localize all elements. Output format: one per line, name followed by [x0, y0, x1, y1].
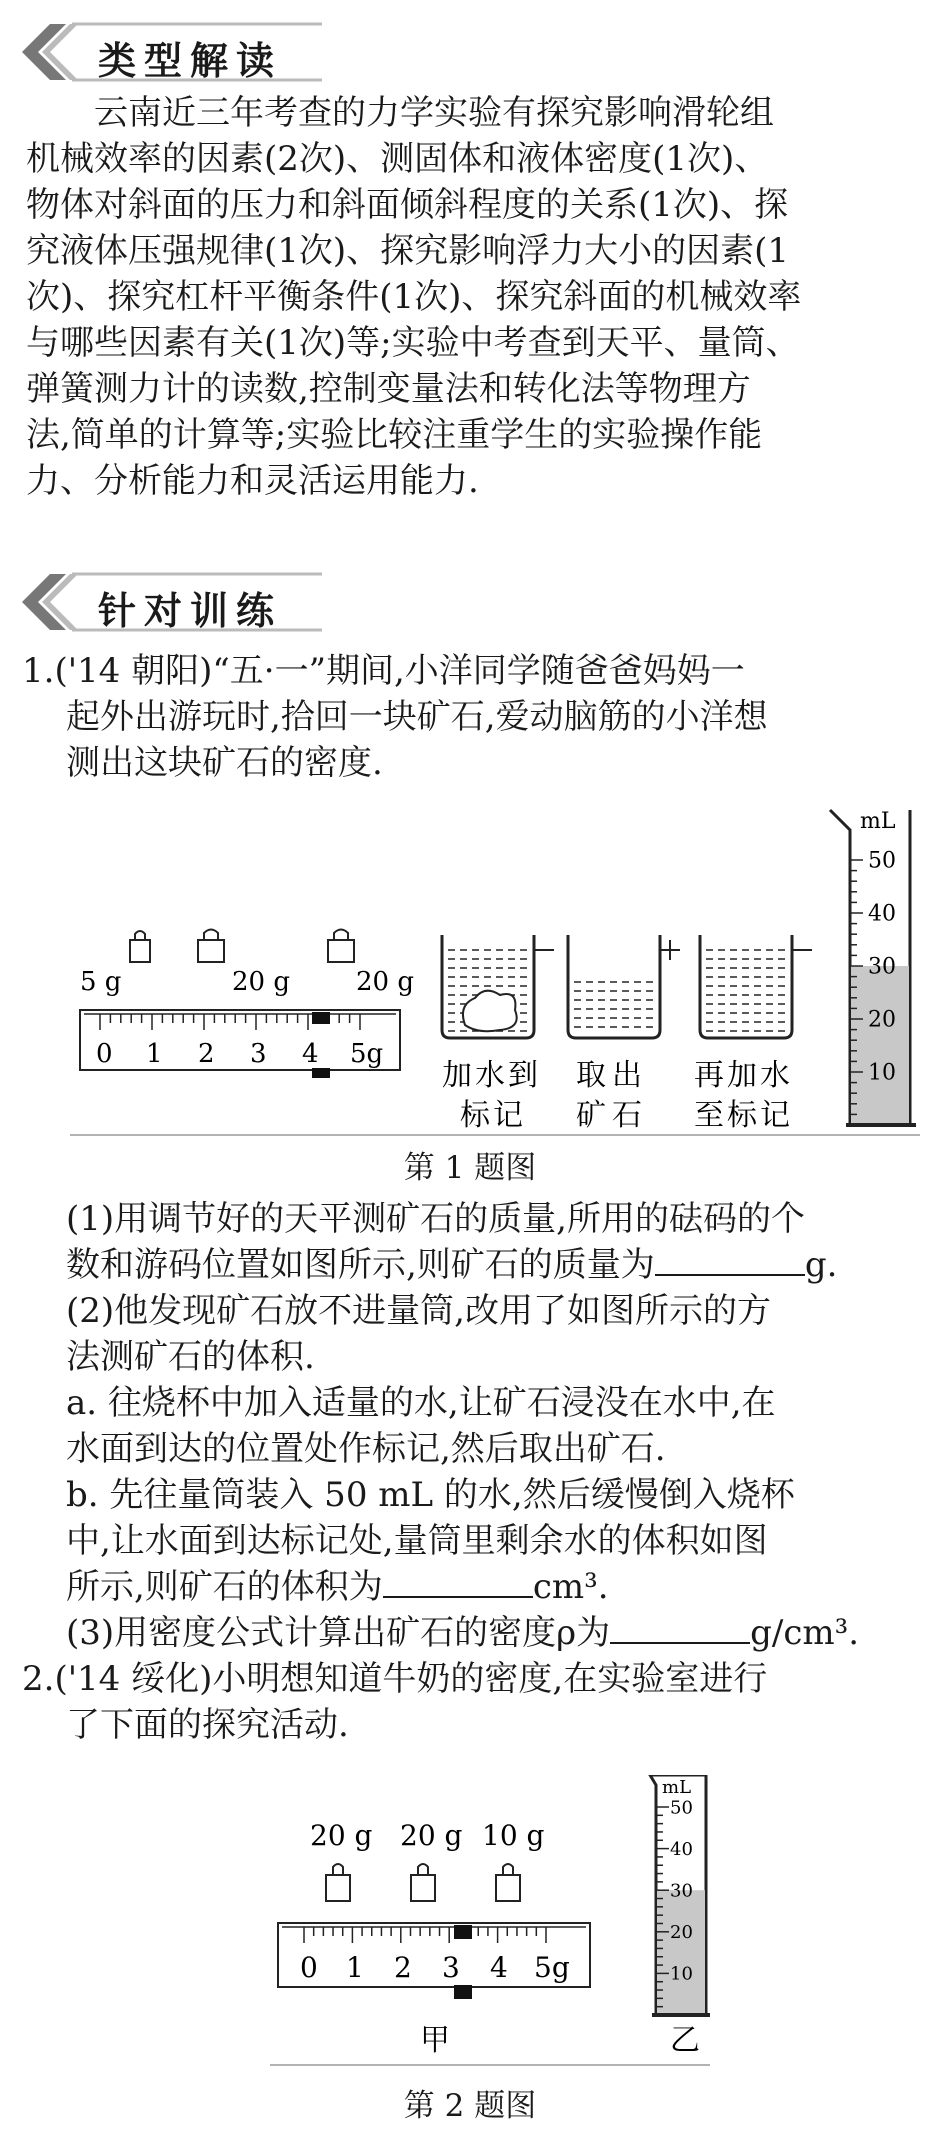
- q2-stem-line: 了下面的探究活动.: [66, 1705, 349, 1745]
- cylinder-tick-label: 50: [670, 1797, 693, 1819]
- q2-stem-line: 2.('14 绥化)小明想知道牛奶的密度,在实验室进行: [22, 1659, 768, 1699]
- answer-blank-mass[interactable]: [655, 1244, 805, 1276]
- paragraph-line: 机械效率的因素(2次)、测固体和液体密度(1次)、: [26, 139, 769, 179]
- figure-label-b: 乙: [670, 2023, 700, 2058]
- answer-blank-density[interactable]: [610, 1612, 750, 1644]
- section-banner-type-analysis: [22, 22, 322, 82]
- weight-label: 5 g: [80, 967, 122, 997]
- q1-part2-line: (2)他发现矿石放不进量筒,改用了如图所示的方: [66, 1291, 771, 1331]
- scale-number: 1: [346, 1951, 364, 1984]
- beaker-label: 矿石: [576, 1098, 648, 1133]
- paragraph-line: 与哪些因素有关(1次)等;实验中考查到天平、量筒、: [26, 323, 800, 363]
- q2-figure-caption: 第 2 题图: [403, 2088, 537, 2124]
- scale-number: 0: [300, 1951, 318, 1984]
- q1-figure: [60, 800, 940, 1140]
- figure-label-a: 甲: [420, 2023, 450, 2058]
- scale-number: 0: [96, 1039, 113, 1069]
- cylinder-milk: [657, 1890, 705, 2015]
- rider-top: [312, 1012, 330, 1024]
- cylinder-tick-label: 30: [868, 954, 896, 980]
- paragraph-line: 力、分析能力和灵活运用能力.: [26, 461, 479, 501]
- q1-stem-line: 1.('14 朝阳)“五·一”期间,小洋同学随爸爸妈妈一: [22, 651, 745, 691]
- weight-icon: [411, 1864, 435, 1901]
- cylinder-tick-label: 40: [868, 901, 896, 927]
- q1-stem-line: 起外出游玩时,拾回一块矿石,爱动脑筋的小洋想: [66, 697, 768, 737]
- beaker-label: 加水到: [442, 1058, 541, 1093]
- scale-number: 2: [394, 1951, 412, 1984]
- rider-top: [454, 1925, 472, 1939]
- paragraph-line: 次)、探究杠杆平衡条件(1次)、探究斜面的机械效率: [26, 277, 802, 317]
- rider-bottom: [454, 1985, 472, 1999]
- weight-icon: [496, 1864, 520, 1901]
- section-banner-practice: [22, 572, 322, 632]
- cylinder-unit: mL: [662, 1777, 692, 1798]
- cylinder-tick-label: 40: [670, 1838, 693, 1860]
- section-title: 类型解读: [98, 39, 283, 83]
- scale-number: 1: [146, 1039, 163, 1069]
- scale-number: 2: [198, 1039, 215, 1069]
- q1-step-b-text: 所示,则矿石的体积为: [66, 1567, 383, 1607]
- scale-number: 3: [442, 1951, 460, 1984]
- scale-number: 4: [490, 1951, 508, 1984]
- q1-part2-line: 法测矿石的体积.: [66, 1337, 315, 1377]
- balance-beam-scale: [278, 1923, 590, 1999]
- q1-step-b-line: 中,让水面到达标记处,量筒里剩余水的体积如图: [66, 1521, 768, 1561]
- scale-number: 5g: [350, 1039, 384, 1069]
- q1-part3-text: (3)用密度公式计算出矿石的密度ρ为: [66, 1613, 611, 1653]
- q1-step-a-line: 水面到达的位置处作标记,然后取出矿石.: [66, 1429, 666, 1469]
- cylinder-tick-label: 20: [670, 1922, 693, 1944]
- unit-label: cm³.: [532, 1567, 609, 1607]
- q1-step-b-line: [66, 1564, 609, 1610]
- weight-icon: [326, 1864, 350, 1901]
- weight-icon: [328, 930, 354, 963]
- cylinder-tick-label: 30: [670, 1880, 693, 1902]
- scale-number: 3: [250, 1039, 267, 1069]
- weight-label: 20 g: [310, 1819, 373, 1852]
- beaker-label: 至标记: [694, 1098, 793, 1133]
- cylinder-tick-label: 10: [868, 1060, 896, 1086]
- beaker-label: 取出: [576, 1058, 648, 1093]
- weight-icon: [130, 931, 150, 962]
- q2-figure: [270, 1775, 790, 2075]
- paragraph-line: 物体对斜面的压力和斜面倾斜程度的关系(1次)、探: [26, 185, 789, 225]
- q1-part1-line: (1)用调节好的天平测矿石的质量,所用的砝码的个: [66, 1199, 805, 1239]
- measuring-cylinder: [650, 1775, 710, 2015]
- paragraph-line: 法,简单的计算等;实验比较注重学生的实验操作能: [26, 415, 763, 455]
- beaker-label: 再加水: [694, 1058, 793, 1093]
- paragraph-line: 弹簧测力计的读数,控制变量法和转化法等物理方: [26, 369, 751, 409]
- measuring-cylinder: [830, 809, 916, 1125]
- cylinder-tick-label: 10: [670, 1963, 693, 1985]
- beaker-label: 标记: [460, 1098, 526, 1133]
- scale-number: 4: [302, 1039, 319, 1069]
- beaker-refilled: [700, 935, 812, 1038]
- q1-step-b-line: b. 先往量筒装入 50 mL 的水,然后缓慢倒入烧杯: [66, 1475, 795, 1515]
- scale-number: 5g: [534, 1951, 570, 1984]
- weight-label: 20 g: [232, 967, 290, 997]
- beaker-empty-rock: [568, 935, 680, 1038]
- unit-label: g/cm³.: [750, 1613, 860, 1653]
- balance-beam-scale: [80, 1010, 400, 1078]
- paragraph-line: 究液体压强规律(1次)、探究影响浮力大小的因素(1: [26, 231, 790, 271]
- answer-blank-volume[interactable]: [383, 1566, 533, 1598]
- unit-label: g.: [804, 1245, 838, 1285]
- q1-part3-line: [66, 1610, 859, 1656]
- q1-stem-line: 测出这块矿石的密度.: [66, 743, 383, 783]
- q1-figure-caption: 第 1 题图: [403, 1150, 537, 1186]
- cylinder-tick-label: 50: [868, 848, 896, 874]
- beaker-with-rock: [442, 935, 554, 1038]
- section-title: 针对训练: [98, 589, 283, 633]
- weight-label: 20 g: [356, 967, 414, 997]
- paragraph-line: 云南近三年考查的力学实验有探究影响滑轮组: [94, 93, 774, 133]
- q1-part1-text: 数和游码位置如图所示,则矿石的质量为: [66, 1245, 655, 1285]
- weight-label: 20 g: [400, 1819, 463, 1852]
- type-analysis-paragraph: [26, 90, 926, 504]
- q1-part1-line: [66, 1242, 837, 1288]
- weight-label: 10 g: [482, 1819, 545, 1852]
- weight-icon: [198, 930, 224, 963]
- q1-step-a-line: a. 往烧杯中加入适量的水,让矿石浸没在水中,在: [66, 1383, 776, 1423]
- cylinder-tick-label: 20: [868, 1007, 896, 1033]
- cylinder-water: [851, 966, 909, 1125]
- rider-bottom: [312, 1068, 330, 1078]
- cylinder-unit: mL: [860, 809, 896, 834]
